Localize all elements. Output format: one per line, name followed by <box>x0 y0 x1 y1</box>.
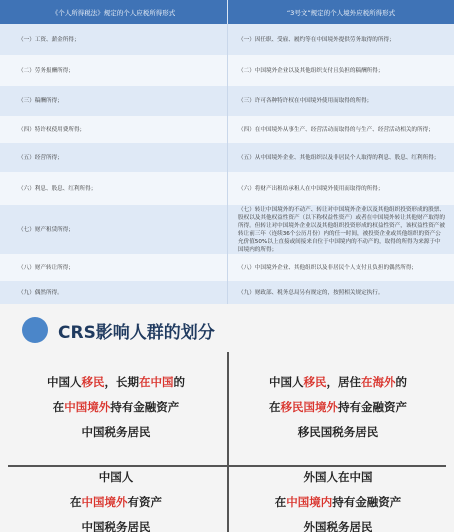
quadrant-text: 外国人在中国 <box>303 470 373 484</box>
table-row <box>0 205 454 254</box>
quadrant-line <box>16 465 216 490</box>
table-cell-left: （四）特许权使用费所得； <box>18 126 86 133</box>
table-cell-right: （二）中国境外企业以及其他组织支付且负担的稿酬所得； <box>227 55 454 86</box>
quadrant-line <box>238 395 438 420</box>
quadrant-text: 中国人 <box>98 470 134 484</box>
table-cell-left: （六）利息、股息、红利所得； <box>18 185 97 192</box>
quadrant-line <box>238 515 438 532</box>
quadrant-text: 中国人 <box>47 375 82 389</box>
quadrant-top-left <box>16 370 216 445</box>
table-cell-right: （一）因任职、受雇、履约等在中国境外提供劳务取得的所得； <box>227 24 454 55</box>
quadrant-line <box>238 490 438 515</box>
quadrant-text: 中国税务居民 <box>81 520 151 532</box>
quadrant-bottom-left <box>16 465 216 532</box>
quadrant-text: ，居住 <box>326 375 361 389</box>
table-cell-left: （二）劳务报酬所得； <box>18 67 74 74</box>
quadrant-text: 的 <box>395 375 407 389</box>
table-cell-right: （六）将财产出租给承租人在中国境外使用而取得的所得； <box>227 172 454 205</box>
highlight-text: 在中国 <box>139 375 174 389</box>
table-cell-right: （三）许可各种特许权在中国境外使用而取得的所得； <box>227 86 454 116</box>
highlight-text: 中国境内 <box>286 495 333 509</box>
table-cell-left: （一）工资、薪金所得； <box>18 36 80 43</box>
quadrant-line <box>16 370 216 395</box>
table-cell-left: （五）经营所得； <box>18 154 63 161</box>
table-cell-right: （四）在中国境外从事生产、经营活动而取得的与生产、经营活动相关的所得； <box>227 116 454 143</box>
table-cell-left: （三）稿酬所得； <box>18 98 63 104</box>
table-row <box>0 143 454 172</box>
quadrant-line <box>16 490 216 515</box>
quadrant-text: 中国人 <box>269 375 304 389</box>
highlight-text: 在海外 <box>361 375 396 389</box>
quadrant-text: 在 <box>274 495 287 509</box>
table-row <box>0 86 454 116</box>
table-cell-right: （九）财政部、税务总局另有规定的，按照相关规定执行。 <box>227 281 454 304</box>
table-row <box>0 24 454 55</box>
quadrant-text: 持有金融资产 <box>338 400 407 414</box>
header-right: “3号文”规定的个人境外应税所得形式 <box>227 0 454 24</box>
quadrant-text: ，长期 <box>104 375 139 389</box>
quadrant-line <box>16 515 216 532</box>
table-header <box>0 0 454 24</box>
table-cell-right: （八）中国境外企业、其他组织以及非居民个人支付且负担的偶然所得； <box>227 254 454 281</box>
crs-title-row <box>22 317 215 343</box>
quadrant-text: 持有金融资产 <box>332 495 402 509</box>
highlight-text: 中国境外 <box>64 400 111 414</box>
quadrant-text: 在 <box>269 400 281 414</box>
quadrant-line <box>238 420 438 445</box>
crs-title: CRS影响人群的划分 <box>58 322 215 343</box>
table-row <box>0 281 454 304</box>
table-cell-left: （九）偶然所得。 <box>18 289 63 296</box>
highlight-text: 移民 <box>303 375 327 389</box>
quadrant-text: 中国税务居民 <box>81 425 151 439</box>
quadrant-text: 在 <box>52 400 65 414</box>
quadrant-text: 有资产 <box>127 495 162 509</box>
table-row <box>0 172 454 205</box>
quadrant-text: 的 <box>173 375 185 389</box>
quadrant-text: 移民国税务居民 <box>297 425 379 439</box>
table-cell-left: （七）财产租赁所得； <box>18 226 74 233</box>
title-bullet-icon <box>22 317 48 343</box>
table-cell-right: （七）转让中国境外的不动产、转让对中国境外企业以及其他组织投资形成的股票、股权以及其他权益性资产（以下称权益性资产）或者在中国境外转让其他财产取得的所得。但转让对中国境外企业以及其他组织投资形成的权益性资产，该权益性资产被转让前三年（连续36个公历月份）内的任一时间，被投资企业或其他组织的资产公允价值50%以上直接或间接来自位于中国境内的不动产的，取得的所得为来源于中国境内的所得； <box>227 205 454 254</box>
table-row <box>0 116 454 143</box>
header-left: 《个人所得税法》规定的个人应税所得形式 <box>51 8 176 17</box>
quadrant-top-right <box>238 370 438 445</box>
quadrant-bottom-right <box>238 465 438 532</box>
quadrant-line <box>16 395 216 420</box>
highlight-text: 移民国境外 <box>280 400 338 414</box>
quadrant-line <box>238 465 438 490</box>
table-cell-right: （五）从中国境外企业、其他组织以及非居民个人取得的利息、股息、红利所得； <box>227 143 454 172</box>
quadrant-text: 持有金融资产 <box>110 400 180 414</box>
highlight-text: 中国境外 <box>81 495 128 509</box>
table-cell-left: （八）财产转让所得； <box>18 264 74 271</box>
quadrant-line <box>238 370 438 395</box>
vertical-divider <box>227 352 229 532</box>
table-row <box>0 254 454 281</box>
quadrant-line <box>16 420 216 445</box>
table-row <box>0 55 454 86</box>
crs-section <box>0 304 454 532</box>
quadrant-text: 在 <box>70 495 82 509</box>
quadrant-text: 外国税务居民 <box>303 520 373 532</box>
highlight-text: 移民 <box>81 375 105 389</box>
